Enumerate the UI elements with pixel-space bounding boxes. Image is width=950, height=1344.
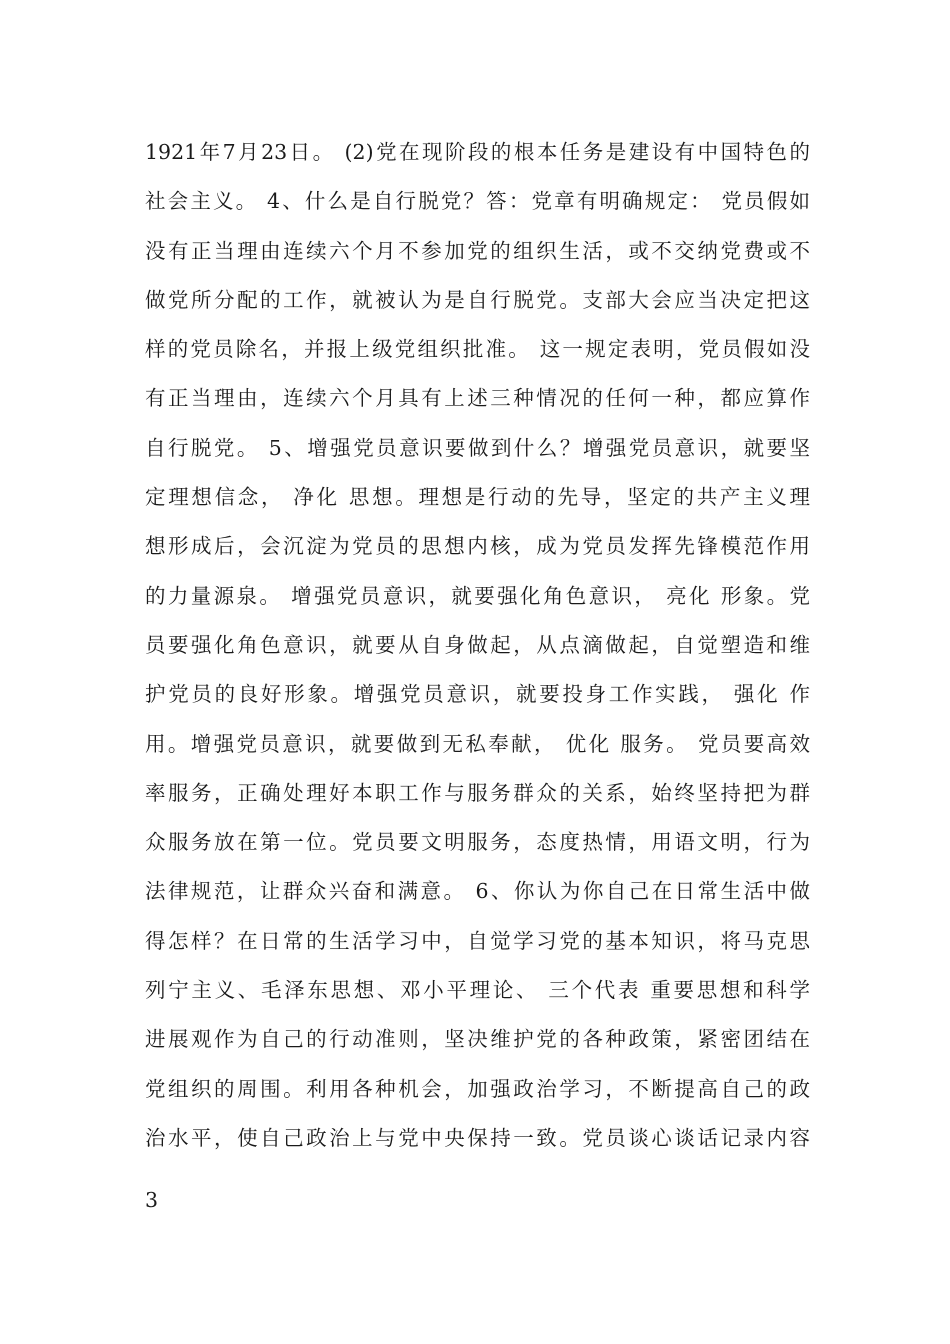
text-line: 法律规范，让群众兴奋和满意。 6、你认为你自己在日常生活中做 — [145, 879, 810, 904]
text-line: 有正当理由，连续六个月具有上述三种情况的任何一种，都应算作 — [145, 386, 810, 411]
text-line: 得怎样？在日常的生活学习中，自觉学习党的基本知识，将马克思 — [145, 928, 810, 953]
text-line: 护党员的良好形象。增强党员意识，就要投身工作实践， 强化 作 — [145, 682, 810, 707]
text-line: 定理想信念， 净化 思想。理想是行动的先导，坚定的共产主义理 — [145, 485, 810, 510]
text-line: 列宁主义、毛泽东思想、邓小平理论、 三个代表 重要思想和科学 — [145, 978, 810, 1003]
text-line: 用。增强党员意识，就要做到无私奉献， 优化 服务。 党员要高效 — [145, 731, 810, 756]
text-line: 自行脱党。 5、增强党员意识要做到什么？增强党员意识，就要坚 — [145, 435, 810, 460]
text-line: 治水平，使自己政治上与党中央保持一致。党员谈心谈话记录内容 — [145, 1125, 810, 1150]
text-line: 进展观作为自己的行动准则，坚决维护党的各种政策，紧密团结在 — [145, 1027, 810, 1052]
text-line: 率服务，正确处理好本职工作与服务群众的关系，始终坚持把为群 — [145, 780, 810, 805]
page-number: 3 — [145, 1188, 159, 1212]
text-line: 社会主义。 4、什么是自行脱党？答：党章有明确规定： 党员假如 — [145, 189, 810, 214]
text-line: 众服务放在第一位。党员要文明服务，态度热情，用语文明，行为 — [145, 830, 810, 855]
text-line: 党组织的周围。利用各种机会，加强政治学习，不断提高自己的政 — [145, 1076, 810, 1101]
text-line: 想形成后，会沉淀为党员的思想内核，成为党员发挥先锋模范作用 — [145, 534, 810, 559]
body-text — [145, 128, 810, 1163]
text-line: 样的党员除名，并报上级党组织批准。 这一规定表明，党员假如没 — [145, 337, 810, 362]
text-line: 1921年7月23日。 (2)党在现阶段的根本任务是建设有中国特色的 — [145, 140, 810, 164]
text-line: 没有正当理由连续六个月不参加党的组织生活，或不交纳党费或不 — [145, 238, 810, 263]
text-line: 做党所分配的工作，就被认为是自行脱党。支部大会应当决定把这 — [145, 287, 810, 312]
text-line: 的力量源泉。 增强党员意识，就要强化角色意识， 亮化 形象。党 — [145, 583, 810, 608]
text-line: 员要强化角色意识，就要从自身做起，从点滴做起，自觉塑造和维 — [145, 632, 810, 657]
